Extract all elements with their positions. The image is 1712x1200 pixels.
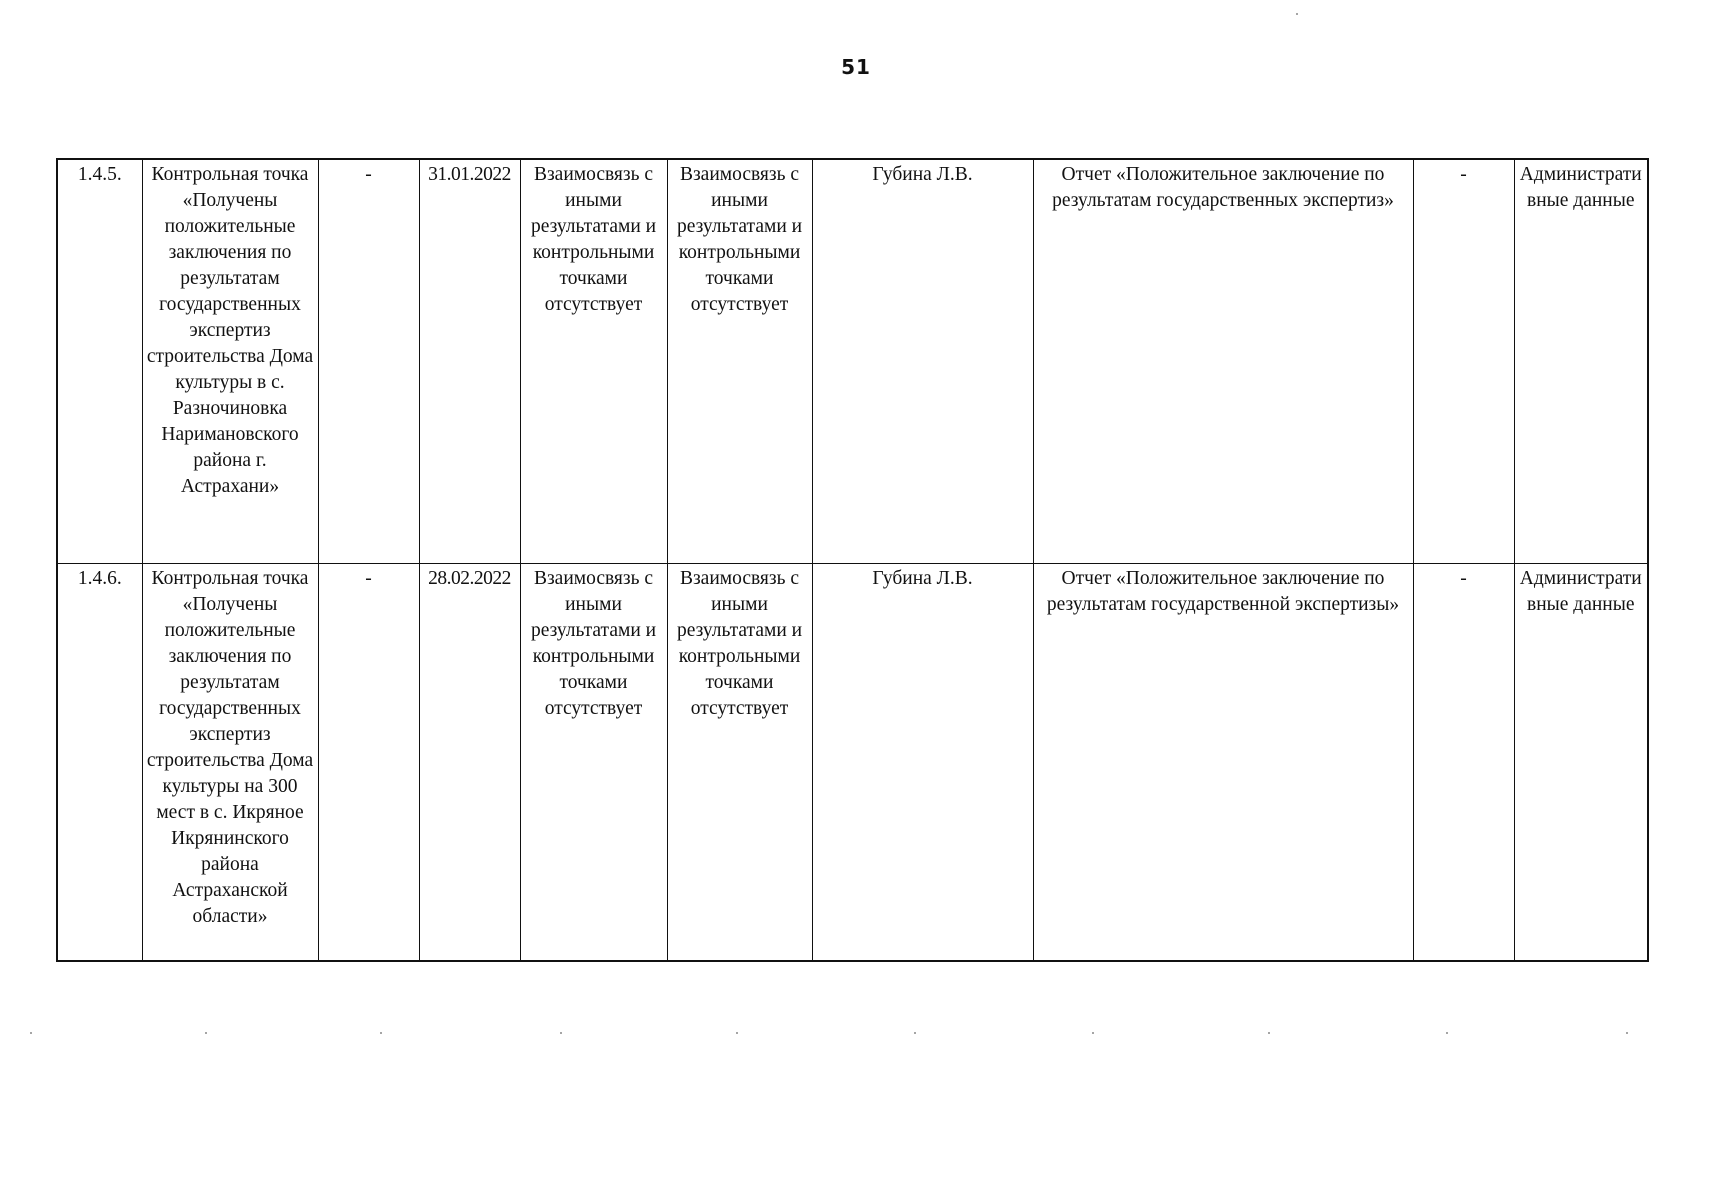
cell-control-point-name: Контрольная точка «Получены положительные заключения по результатам государственных экспертиз строительства Дома культуры на 300 мест в с. Икряное Икрянинского района Астраханской области»	[142, 564, 318, 962]
scan-artifact	[736, 1032, 738, 1034]
scan-artifact	[914, 1032, 916, 1034]
cell-predecessor-link: Взаимосвязь с иными результатами и контрольными точками отсутствует	[520, 159, 667, 564]
cell-number: 1.4.5.	[57, 159, 142, 564]
cell-dash: -	[1413, 159, 1514, 564]
scan-artifact	[205, 1032, 207, 1034]
cell-predecessor-link: Взаимосвязь с иными результатами и контрольными точками отсутствует	[520, 564, 667, 962]
scan-artifact	[1092, 1032, 1094, 1034]
cell-dash: -	[318, 564, 419, 962]
scan-artifact	[1626, 1032, 1628, 1034]
cell-successor-link: Взаимосвязь с иными результатами и контрольными точками отсутствует	[667, 159, 812, 564]
cell-dash: -	[318, 159, 419, 564]
table-row	[57, 564, 1648, 962]
scan-artifact	[1268, 1032, 1270, 1034]
cell-successor-link: Взаимосвязь с иными результатами и контрольными точками отсутствует	[667, 564, 812, 962]
control-points-table	[56, 158, 1649, 962]
cell-document: Отчет «Положительное заключение по результатам государственной экспертизы»	[1033, 564, 1413, 962]
cell-responsible: Губина Л.В.	[812, 564, 1033, 962]
cell-date: 28.02.2022	[419, 564, 520, 962]
cell-date: 31.01.2022	[419, 159, 520, 564]
scan-artifact	[380, 1032, 382, 1034]
scan-artifact	[30, 1032, 32, 1034]
cell-info-source: Административные данные	[1514, 159, 1648, 564]
table-row	[57, 159, 1648, 564]
cell-info-source: Административные данные	[1514, 564, 1648, 962]
cell-document: Отчет «Положительное заключение по результатам государственных экспертиз»	[1033, 159, 1413, 564]
cell-number: 1.4.6.	[57, 564, 142, 962]
scan-artifact	[1296, 13, 1298, 15]
cell-dash: -	[1413, 564, 1514, 962]
cell-control-point-name: Контрольная точка «Получены положительные заключения по результатам государственных экспертиз строительства Дома культуры в с. Разночиновка Наримановского района г. Астрахани»	[142, 159, 318, 564]
cell-responsible: Губина Л.В.	[812, 159, 1033, 564]
scan-artifact	[560, 1032, 562, 1034]
scan-artifact	[1446, 1032, 1448, 1034]
page-number: 51	[841, 55, 871, 79]
